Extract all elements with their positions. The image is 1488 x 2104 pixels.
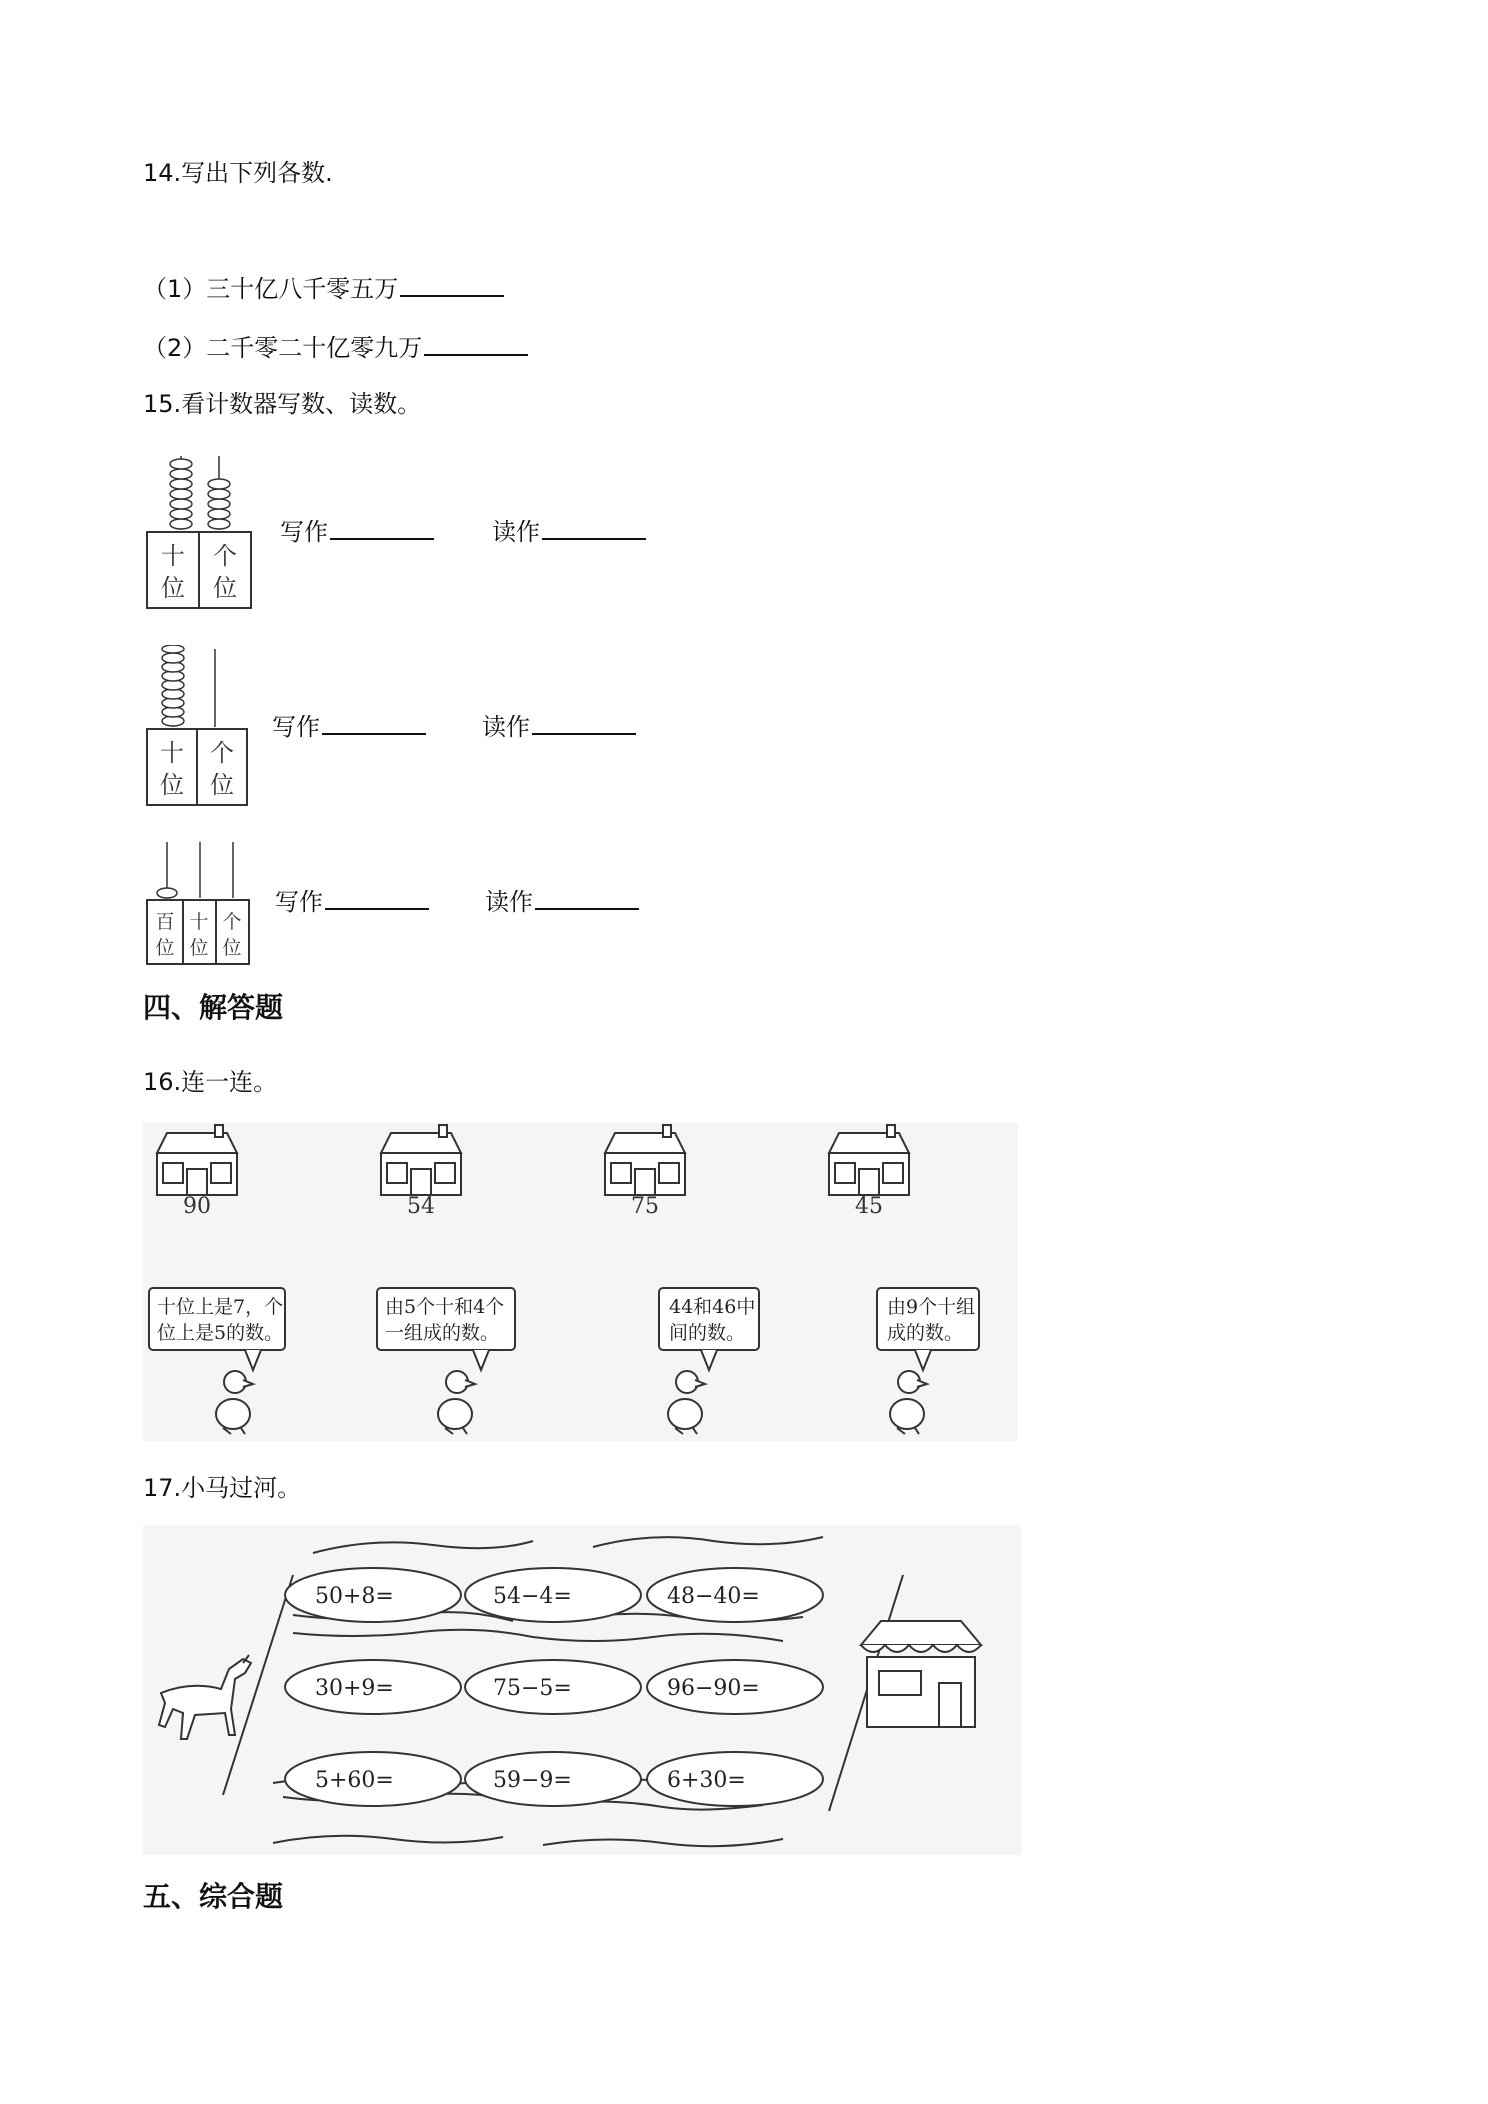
q14-item-2-text: （2）二千零二十亿零九万 (143, 334, 423, 362)
bubble-line: 44和46中 (669, 1296, 756, 1318)
shop-icon (861, 1621, 981, 1727)
abacus-label: 十 (189, 911, 209, 933)
river-crossing-figure (143, 1525, 1021, 1855)
read-answer-1 (492, 516, 646, 547)
read-label: 读作 (492, 518, 540, 546)
equation: 96−90= (667, 1676, 760, 1701)
equation: 59−9= (493, 1768, 572, 1793)
abacus-label: 位 (155, 937, 175, 959)
abacus-label: 位 (222, 937, 242, 959)
q14-item-1 (143, 273, 504, 304)
answer-blank[interactable] (424, 332, 528, 356)
bubble-line: 由5个十和4个 (385, 1296, 505, 1318)
abacus-label: 位 (213, 574, 237, 602)
abacus-label: 位 (161, 574, 185, 602)
house-number: 45 (855, 1194, 883, 1219)
abacus-figure-1 (143, 452, 255, 612)
bubble-line: 由9个十组 (887, 1296, 976, 1318)
house-number: 75 (631, 1194, 659, 1219)
read-label: 读作 (485, 888, 533, 916)
abacus-figure-2 (143, 645, 255, 809)
abacus-label: 位 (160, 771, 184, 799)
abacus-label: 百 (155, 911, 175, 933)
abacus-figure-3 (143, 838, 255, 968)
answer-blank[interactable] (532, 711, 636, 735)
read-answer-3 (485, 886, 639, 917)
q15-title: 15.看计数器写数、读数。 (143, 390, 422, 418)
q16-title: 16.连一连。 (143, 1068, 278, 1096)
bubble-line: 间的数。 (669, 1322, 746, 1344)
abacus-label: 位 (210, 771, 234, 799)
bubble-line: 一组成的数。 (385, 1322, 500, 1344)
q14-item-2 (143, 332, 528, 363)
section-4-title: 四、解答题 (143, 991, 284, 1024)
write-answer-2 (272, 711, 426, 742)
equation: 54−4= (493, 1584, 572, 1609)
equation: 75−5= (493, 1676, 572, 1701)
q14-title: 14.写出下列各数. (143, 159, 333, 187)
answer-blank[interactable] (542, 516, 646, 540)
answer-blank[interactable] (400, 273, 504, 297)
house-number: 90 (183, 1194, 211, 1219)
answer-blank[interactable] (325, 886, 429, 910)
equation: 5+60= (315, 1768, 394, 1793)
write-answer-3 (275, 886, 429, 917)
abacus-label: 位 (189, 937, 209, 959)
bubble-line: 成的数。 (887, 1322, 964, 1344)
bubble-line: 位上是5的数。 (157, 1322, 284, 1344)
answer-blank[interactable] (330, 516, 434, 540)
equation: 50+8= (315, 1584, 394, 1609)
write-label: 写作 (272, 713, 320, 741)
abacus-label: 个 (222, 911, 242, 933)
answer-blank[interactable] (535, 886, 639, 910)
house-number: 54 (407, 1194, 435, 1219)
q17-title: 17.小马过河。 (143, 1474, 302, 1502)
matching-figure (143, 1123, 1018, 1441)
write-answer-1 (280, 516, 434, 547)
equation: 6+30= (667, 1768, 746, 1793)
write-label: 写作 (275, 888, 323, 916)
read-answer-2 (482, 711, 636, 742)
answer-blank[interactable] (322, 711, 426, 735)
abacus-label: 十 (161, 542, 185, 570)
equation: 30+9= (315, 1676, 394, 1701)
equation: 48−40= (667, 1584, 760, 1609)
bubble-line: 十位上是7，个 (157, 1296, 284, 1318)
abacus-label: 个 (213, 542, 237, 570)
write-label: 写作 (280, 518, 328, 546)
read-label: 读作 (482, 713, 530, 741)
section-5-title: 五、综合题 (143, 1880, 284, 1913)
abacus-label: 十 (160, 739, 184, 767)
q14-item-1-text: （1）三十亿八千零五万 (143, 275, 399, 303)
abacus-label: 个 (210, 739, 234, 767)
